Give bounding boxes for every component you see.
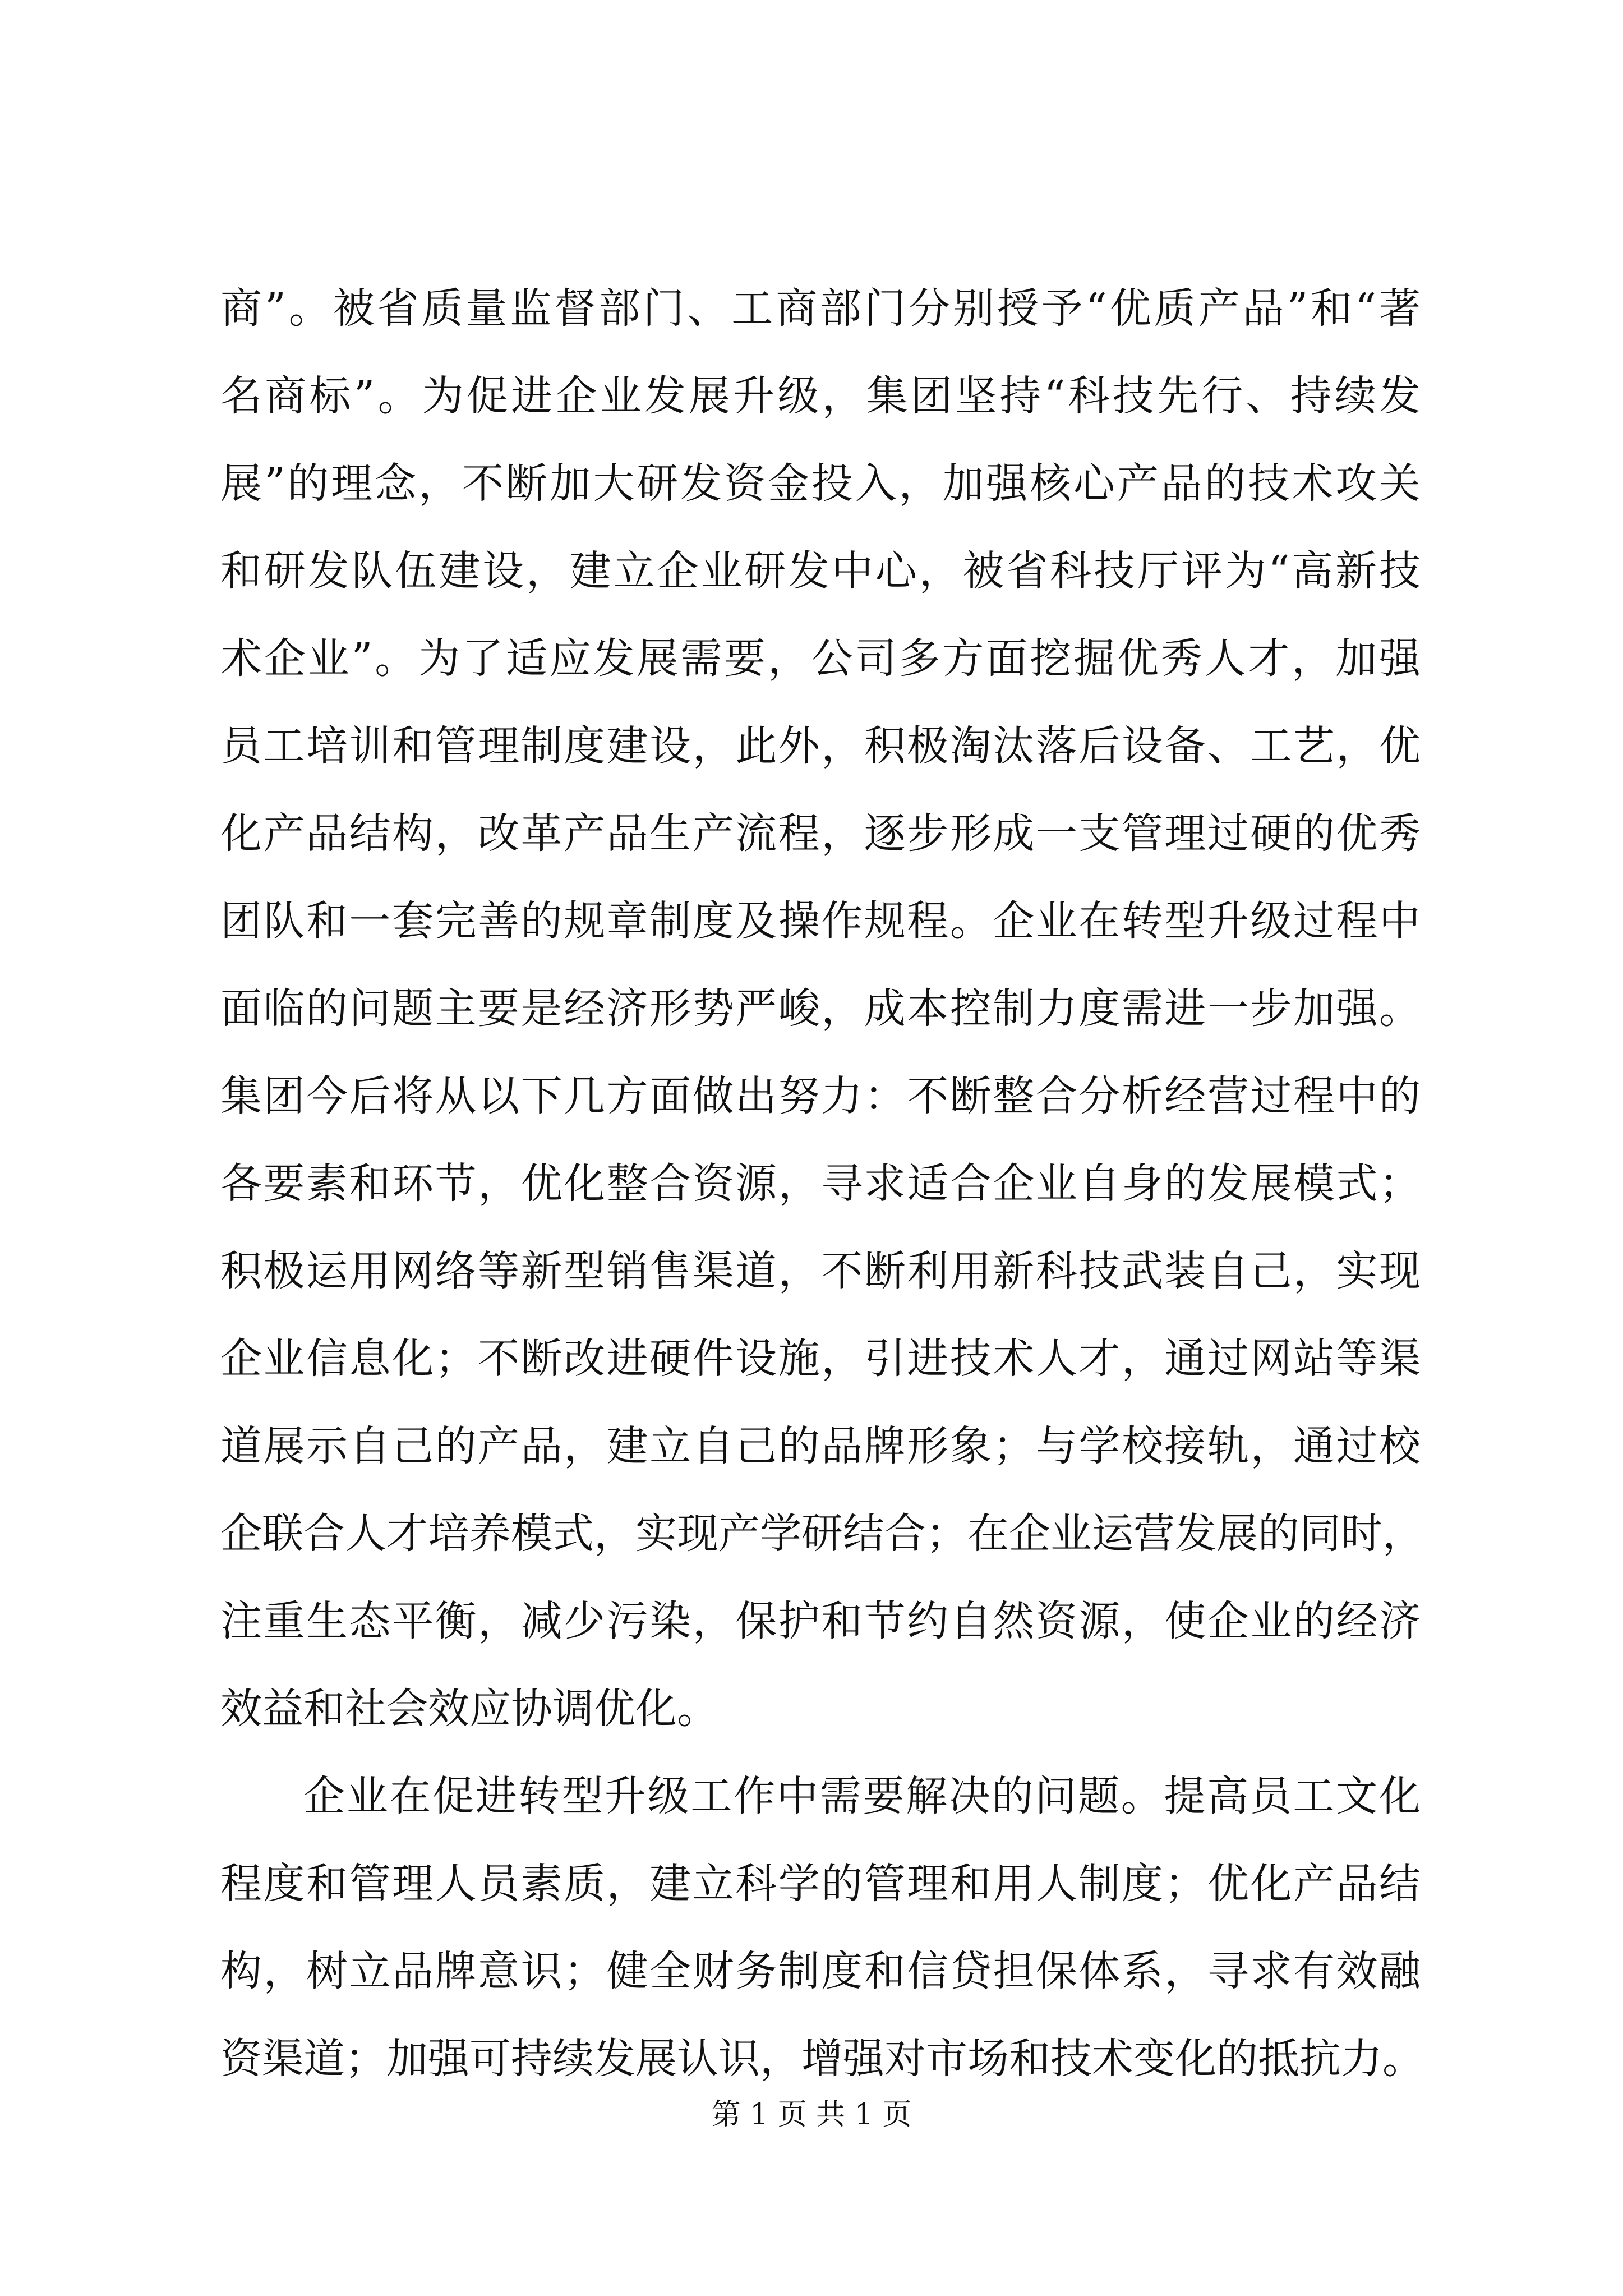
text-line: 企联合人才培养模式，实现产学研结合；在企业运营发展的同时， xyxy=(220,1510,1424,1558)
text-line: 术企业”。为了适应发展需要，公司多方面挖掘优秀人才，加强 xyxy=(220,634,1421,683)
document-body xyxy=(220,265,1424,2102)
page-number-label: 第 1 页 共 1 页 xyxy=(711,2098,912,2132)
text-line: 构，树立品牌意识；健全财务制度和信贷担保体系，寻求有效融 xyxy=(220,1947,1421,1995)
text-line: 效益和社会效应协调优化。 xyxy=(220,1685,718,1733)
text-line: 员工培训和管理制度建设，此外，积极淘汰落后设备、工艺，优 xyxy=(220,722,1421,770)
text-line: 程度和管理人员素质，建立科学的管理和用人制度；优化产品结 xyxy=(220,1860,1421,1908)
text-line: 集团今后将从以下几方面做出努力：不断整合分析经营过程中的 xyxy=(220,1072,1421,1120)
text-line: 各要素和环节，优化整合资源，寻求适合企业自身的发展模式； xyxy=(220,1159,1421,1208)
text-line: 资渠道；加强可持续发展认识，增强对市场和技术变化的抵抗力。 xyxy=(220,2035,1424,2083)
paragraph-2 xyxy=(220,1752,1424,2102)
page-footer xyxy=(0,2095,1623,2134)
text-line: 注重生态平衡，减少污染，保护和节约自然资源，使企业的经济 xyxy=(220,1597,1421,1645)
text-line: 企业在促进转型升级工作中需要解决的问题。提高员工文化 xyxy=(303,1772,1421,1820)
text-line: 名商标”。为促进企业发展升级，集团坚持“科技先行、持续发 xyxy=(220,372,1421,420)
text-line: 展”的理念，不断加大研发资金投入，加强核心产品的技术攻关 xyxy=(220,459,1421,508)
text-line: 企业信息化；不断改进硬件设施，引进技术人才，通过网站等渠 xyxy=(220,1335,1421,1383)
text-line: 商”。被省质量监督部门、工商部门分别授予“优质产品”和“著 xyxy=(220,284,1421,333)
text-line: 和研发队伍建设，建立企业研发中心，被省科技厅评为“高新技 xyxy=(220,547,1421,595)
text-line: 面临的问题主要是经济形势严峻，成本控制力度需进一步加强。 xyxy=(220,984,1421,1033)
text-line: 团队和一套完善的规章制度及操作规程。企业在转型升级过程中 xyxy=(220,897,1421,945)
text-line: 道展示自己的产品，建立自己的品牌形象；与学校接轨，通过校 xyxy=(220,1422,1421,1470)
text-line: 化产品结构，改革产品生产流程，逐步形成一支管理过硬的优秀 xyxy=(220,809,1421,858)
paragraph-1 xyxy=(220,265,1424,1752)
text-line: 积极运用网络等新型销售渠道，不断利用新科技武装自己，实现 xyxy=(220,1247,1421,1295)
